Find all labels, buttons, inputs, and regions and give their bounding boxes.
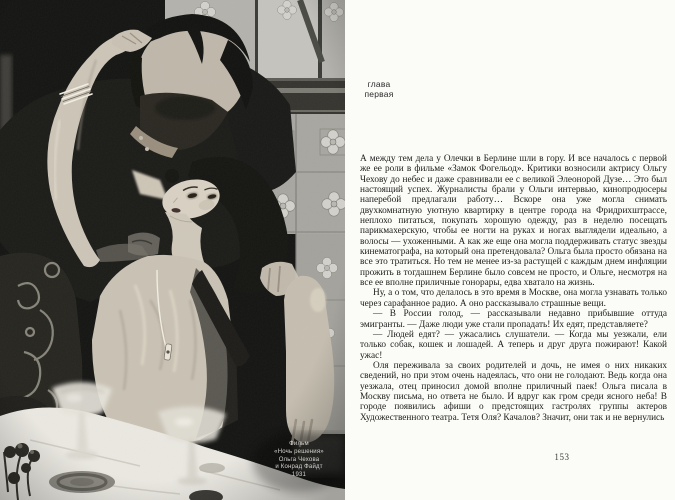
chapter-heading-line: первая [364, 88, 394, 99]
body-paragraph: Ну, а о том, что делалось в это время в Москве, она могла узнавать только через сарафанное радио. А оно рассказывало страшные вещи. [360, 288, 667, 309]
photo-caption-line: 1931 [291, 472, 307, 479]
body-paragraph: — Людей едят? — ужасались слушатели. — Когда мы уезжали, ели только собак, кошек и лошадей. А теперь и друг друга пожирают! Какой ужас! [360, 329, 667, 361]
photo-caption [257, 441, 341, 480]
photo-caption-line: «Ночь решения» [274, 448, 324, 455]
photo-caption-line: Ольга Чехова [278, 456, 320, 463]
body-paragraph: — В России голод, — рассказывали недавно прибывшие оттуда эмигранты. — Даже люди уже стали пропадать! Их едят, представляете? [360, 309, 667, 330]
body-paragraph: Оля переживала за своих родителей и дочь, не имея о них никаких сведений, но при этом очень надеялась, что они не голодают. Ведь когда она уезжала, отец приносил домой вполне приличный паек! Ольга писала в Москву письма, но ответа не было. И вдруг как гром среди ясного неба! В городе появились афиши о предстоящих гастролях группы актеров Художественного театра. Тетя Оля? Качалов? Значит, они так и не вернулись [360, 360, 667, 423]
body-text [360, 154, 667, 423]
chapter-heading [353, 80, 405, 100]
chapter-heading-line: глава [367, 79, 391, 89]
photo-caption-line: Фильм [289, 441, 309, 447]
page-number: 153 [554, 452, 570, 462]
body-paragraph: А между тем дела у Олечки в Берлине шли в гору. И все началось с первой же ее роли в фильме «Замок Фогельод». Критики возносили актрису Ольгу Чехову до небес и даже сравнивали ее с великой Элеонорой Дузе… Это был настоящий успех. Журналисты брали у Ольги интервью, кинопродюсеры наперебой предлагали работу… Вскоре она уже могла снимать двухкомнатную уютную квартирку в центре города на Фридрихштрассе, неплохо питаться, покупать хорошую одежду, раз в неделю посещать парикмахерскую, чтобы ее ногти на руках и ногах выглядели идеально, а волосы — ухоженными. А как же еще она могла поддерживать статус звезды кинематографа, на который она претендовала? Ольга была просто обязана на все это тратиться. Но тем не менее из-за растущей с каждым днем инфляции прожить в тогдашнем Берлине было совсем не просто, и Ольге, несмотря на все ее вполне приличные гонорары, едва хватало на жизнь. [360, 154, 667, 289]
photo-caption-line: и Конрад Файдт [275, 464, 323, 471]
